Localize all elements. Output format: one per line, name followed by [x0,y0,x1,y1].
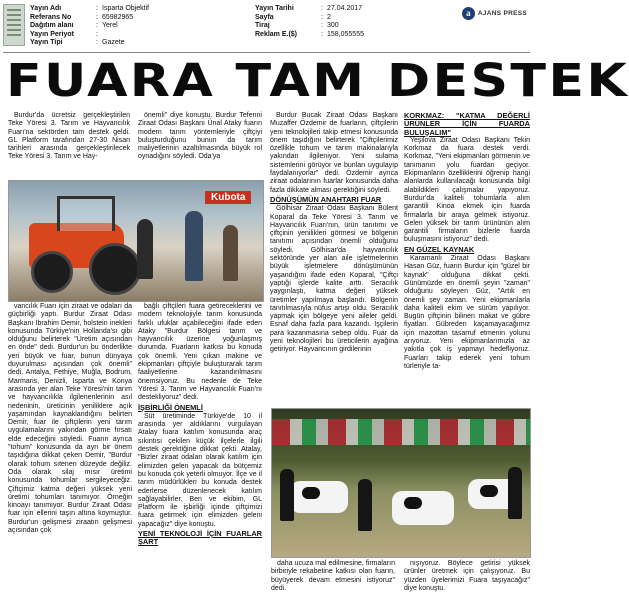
column-4: KORKMAZ: "KATMA DEĞERLİ ÜRÜNLER İÇİN FUARDA BULUŞALIM" Yeşilova Ziraat Odası Başkanı Tekin Korkmaz da fuara destek verdi. Korkmaz, "Yeni ekipmanları görmenin ve tanımanın yolu fuardan geçiyor. Ekipmanların özelliklerini öğrenip hangi alanlarda kullanılacağı konusunda bilgi alabildikleri çalışmalar yapıyoruz. Burdur'da kaliteli tohumlarla alım garantili Kinoa ekmek için fuarda firmalarla bir araya gelmek istiyoruz. Gelen yüksek bir tarım ürününün alım garantili firmaların bizlerle fuarda buluşmasını istiyoruz" dedi. EN GÜZEL KAYNAK Karamanlı Ziraat Odası Başkanı Hasan Güz, fuarın Burdur için "güzel bir kaynak" olduğuna dikkat çekti. Günümüzde en önemli şeyin "zaman" olduğunu söyleyen Güz, "Artık en önemli şey zaman. Yeni ekipmanlarla daha kaliteli ekim ve sürüm yapılıyor. Bugün çiftçinin bilinen makat ve gübre fiyatları. Gübreden kaçamayacağımız için mazottan tasarruf etmenin yolunu arıyoruz. Yeni ekipmanlarımızla az yakıtla çok iş yapmayı hedefliyoruz. Fuarları takip ederek yeni tohum türleriyle ta- [404,111,530,370]
document-icon [3,4,25,46]
ajans-press-logo: a AJANS PRESS [462,7,527,20]
visitor [137,219,153,279]
tractor-cab [57,196,115,231]
holstein-cow [392,491,454,525]
subheading-isbirligi: İŞBİRLİĞİ ÖNEMLİ [138,402,203,412]
clipping-header [0,0,533,52]
ajans-press-logo-icon: a [462,7,475,20]
column-2-top: önemli" diye konuştu. Burdur Tefenni Ziraat Odası Başkanı Ünal Ataky fuarın modern tarım yöntemleriyle çiftçiyi buluşturduğunu bunun da tarım maliyetlerinin azaltılmasında büyük rol oynadığını söyledi. Oda'ya [138,112,262,161]
header-right-fields: Yayın Tarihi : 27.04.2017 Sayfa : 2 Tiraj : 300 Reklam E.($) : 158,055555 [255,5,364,38]
visitor [223,225,238,281]
column-4-bottom: nışıyoruz. Böylece getirisi yüksek ürünler üretmek için çalışıyoruz. Bu yüzden üyelerimizi Fuara taşıyacağız" diye konuştu. [404,560,530,592]
column-3: Burdur Bucak Ziraat Odası Başkanı Muzaffer Özdemir de fuarların, çiftçilerin yeni teknolojileri takip etmesi konusunda önem taşıdığını belirterek "Çiftçilerimiz özellikle tohum ve tarım makinalarıyla yakından ilgileniyor. Yeni sulama sistemlerini görüyor ve bunları uygulayıp faydalanıyorlar" dedi. Özdemir ayrıca ziraat odalarının fuarlar konusunda daha fazla dikkate alması gerektiğini söyledi. DÖNÜŞÜMÜN ANAHTARI FUAR Gölhisar Ziraat Odası Başkanı Bülent Koparal da Teke Yöresi 3. Tarım ve Hayvancılık Fuarı'nın, ürün tanıtımı ve çiftçinin yenilikleri görmesi ve bölgenin tanıtımı açısından önemli olduğunu söyledi. Gölhisar'da hayvancılık sektöründe yer alan aile işletmelerinin büyük işletmelere dönüşümünün yaşandığını ifade eden Koparal, "Çiftçi yaptığı işlerde kalite arttı. Seracılık yaygınlaştı, katma değeri yüksek üretimler yapılmaya başlandı. Bölgenin tanıtılmasıyla nüfus artışı oldu. Seracılık yapmak için bölgeye yeni aileler geldi. Esnaf daha fazla para kazandı. İşçilerin para kazanmasına sebep oldu. Fuar da yeni teknolojileri bu üreticilerin ayağına getiriyor. Hayvancının girdilerinin [270,112,398,354]
tractor-wheel [31,251,73,293]
column-3-bottom: daha ucuza mal edilmesine, firmaların birbiriyle rekabetine katkısı olan fuarın, büyüyerek devam etmesini istiyoruz" dedi. [271,560,395,592]
header-left-fields: Yayın Adı : Isparta Objektif Referans No : 65982965 Dağıtım alanı : Yerel Yayın Periyot : Yayın Tipi : Gazete [30,5,150,47]
visitor [185,211,203,281]
tractor-photo [8,180,264,302]
column-1-top: Burdur'da ücretsiz gerçekleştirilen Teke Yöresi 3. Tarım ve Hayvancılık Fuarı'na sektörden tam destek geldi. GL Platform tarafından 27-30 Nisan tarihleri arasında gerçekleştirilecek Teke Yöresi 3. Tarım ve Hay- [8,112,130,161]
header-divider [3,52,530,53]
handler [280,469,294,521]
column-2-bottom: bağlı çiftçileri fuara getireceklerini ve modern teknolojiyle tarım konusunda farklı ufuklar açabileceğini ifade eden Ataky "Burdur Bölgesi tarım ve hayvancılık üzerine yoğunlaşmış durumda. Fuarların katkısı bu konuda çok önemli. Yeni çıkan makine ve ekipmanları çiftçiyle buluşturarak tarım faaliyetlerine kazandırılmasını önemsiyoruz. Bu nedenle de Teke Yöresi 3. Tarım ve Hayvancılık Fuarı'nı destekliyoruz" dedi. İŞBİRLİĞİ ÖNEMLİ Süt üretiminde Türkiye'de 10 il arasında yer aldıklarını vurgulayan Atalay fuara katılım konusunda araç sıkıntısı çekilen küçük ilçelerle ilgili destek gerektiğine dikkat çekti. Atalay, "Bizler ziraat odaları olarak katılım için elimizden gelen yapacak da bütçemiz bu konuda çok yeterli olmuyor. İlçe ve il tarım müdürlükleri bu konuda destek ederlerse düzenlenecek katılım sağlayabilirler. Ben ve ekibim, GL Platform ile işbirliği içinde çiftçimizi fuara getirmek için elimizden geleni yapacağız" diye konuştu. YENİ TEKNOLOJİ İÇİN FUARLAR ŞART [138,303,262,547]
column-1-bottom: vancılık Fuarı için ziraat ve odaları da güçbirliği yaptı. Burdur Ziraat Odası Başkanı İbrahim Demir, holstein inekleri konusunda Türkiye'nin Hollanda'sı gibi olduğunu belirterek "Üretim açısından en önde" dedi. Burdur'un bu önderlikte yeri büyük ve fuar, bunun dünyaya duyurulması açısından çok önemli" dedi. Antalya, Fethiye, Muğla, Bodrum, Marmaris, Denizli, Isparta ve Konya arasında yer alan Teke Yöresi'nin tarım ve hayvancılıkla ilgilenenlerinin asıl nedeninin, üreticinin yeniliklere açık yaşamından kaynaklandığını belirten Demir, fuar ile çiftçilerin yeni tarım uygulamalarını yakından görme fırsatı elde edeceğini söyledi. Fuarın ayrıca "tohum" konusunda da ayrı bir önem taşıdığına dikkat çeken Demir, "Burdur olarak tohum sıtenen düzeyde değiliz. Oda olarak silaj mısır üretimi konusunda tohumlar sergileyeceğiz. Çiftçimiz katma değeri yüksek yeni üretimi tohumları tanımıyor. Örneğin kinoayı tanımıyor. Burdur Ziraat Odası fuar için ellerini taşın altına koymuştur. Burdur'un gelişmesi ziraatın gelişmesi açısından çok [8,303,132,535]
kubota-sign: Kubota [205,191,251,204]
holstein-cow [290,481,348,513]
subheading-donusum: DÖNÜŞÜMÜN ANAHTARI FUAR [270,194,382,204]
subheading-yeni-teknoloji: YENİ TEKNOLOJİ İÇİN FUARLAR ŞART [138,529,262,547]
headline: FUARA TAM DESTEK [6,54,629,107]
tractor-wheel [89,243,141,295]
subheading-korkmaz: KORKMAZ: "KATMA DEĞERLİ ÜRÜNLER İÇİN FUARDA BULUŞALIM" [404,111,530,137]
handler [508,467,522,519]
subheading-en-guzel-kaynak: EN GÜZEL KAYNAK [404,244,475,254]
handler [358,479,372,531]
flags-banner [272,419,530,445]
cattle-show-photo [271,408,531,558]
